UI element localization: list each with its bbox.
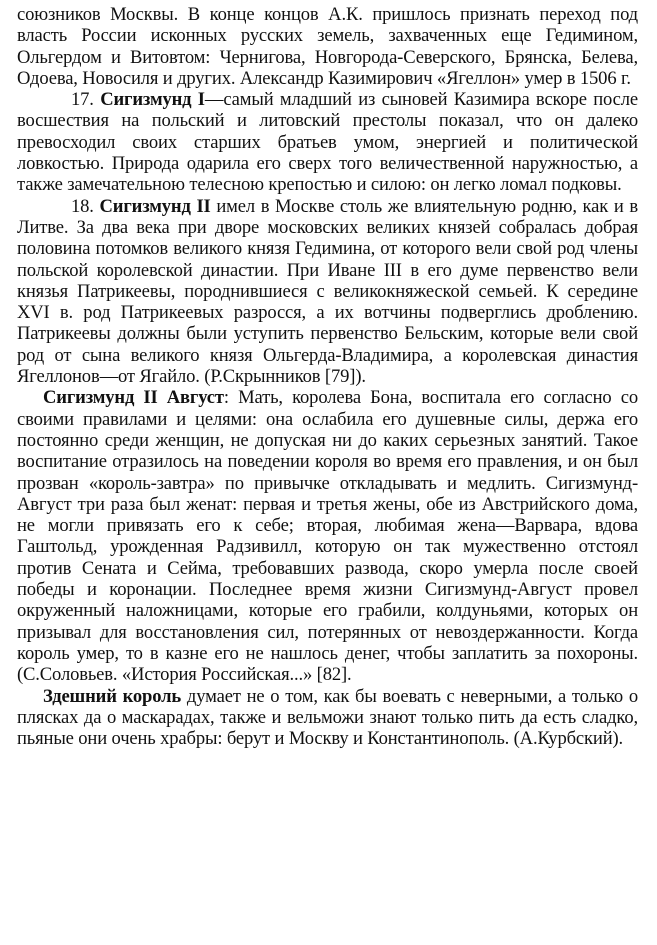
paragraph-continuation <box>17 4 638 89</box>
paragraph-text: имел в Москве столь же влиятельную родню, как и в Литве. За два века при дворе московских великих князей собралась добрая половина потомков великого князя Гедимина, от которого вели свой род члены польской королевской династии. При Иване III в его думе первенство вели князья Патрикеевы, породнившиеся с великокняжеской семьей. К середине XVI в. род Патрикеевых разросся, а их вотчины подверглись дроблению. Патрикеевы должны были уступить первенство Бельским, которые вели свой род от сына великого князя Ольгерда-Владимира, а королевская династия Ягеллонов—от Ягайло. (Р.Скрынников [79]). <box>17 195 638 388</box>
paragraph-heading: Сигизмунд II Август <box>43 387 224 409</box>
paragraph-17 <box>17 89 638 195</box>
paragraph-heading: Сигизмунд II <box>99 195 211 217</box>
paragraph-number: 18. <box>71 195 94 217</box>
paragraph-number: 17. <box>71 89 94 111</box>
paragraph-sigismund-august <box>17 387 638 685</box>
paragraph-text: —самый младший из сыновей Казимира вскоре после восшествия на польский и литовский престолы показал, что он далеко превосходил своих старших братьев умом, энергией и политической ловкостью. Природа одарила его сверх того величественной наружностью, а также замечательною телесною крепостью и силою: он легко ломал подковы. <box>17 89 639 196</box>
paragraph-text: союзников Москвы. В конце концов А.К. пришлось признать переход под власть России исконных русских земель, захваченных еще Гедимином, Ольгердом и Витовтом: Чернигова, Новгорода-Северского, Брянска, Белева, Одоева, Новосиля и других. Александр Казимирович «Ягеллон» умер в 1506 г. <box>17 4 638 89</box>
paragraph-zdeshny-korol <box>17 686 638 750</box>
document-page <box>17 4 638 749</box>
paragraph-text: : Мать, королева Бона, воспитала его согласно со своими правилами и целями: она ослабила его душевные силы, держа его постоянно среди женщин, не допуская ни до каких серьезных занятий. Такое воспитание отразилось на поведении короля во время его правления, и он был прозван «король-завтра» по привычке откладывать и медлить. Сигизмунд-Август три раза был женат: первая и третья жены, обе из Австрийского дома, не могли привязать его к себе; вторая, любимая жена—Варвара, вдова Гаштольд, урожденная Радзивилл, которую он так мужественно отстоял против Сената и Сейма, требовавших развода, скоро умерла после своей победы и коронации. Последнее время жизни Сигизмунд-Август провел окруженный наложницами, которые его грабили, колдуньями, которых он призывал для восстановления сил, потерянных от невоздержанности. Когда король умер, то в казне его не нашлось денег, чтобы заплатить за похороны. (С.Соловьев. «История Российская...» [82]. <box>17 387 639 686</box>
paragraph-18 <box>17 196 638 388</box>
paragraph-heading: Сигизмунд I <box>100 89 205 111</box>
paragraph-heading: Здешний король <box>43 685 182 707</box>
paragraph-text: думает не о том, как бы воевать с неверными, а только о плясках да о маскарадах, также и вельможи знают только пить да есть сладко, пьяные они очень храбры: берут и Москву и Константинополь. (А.Курбский). <box>17 685 638 750</box>
